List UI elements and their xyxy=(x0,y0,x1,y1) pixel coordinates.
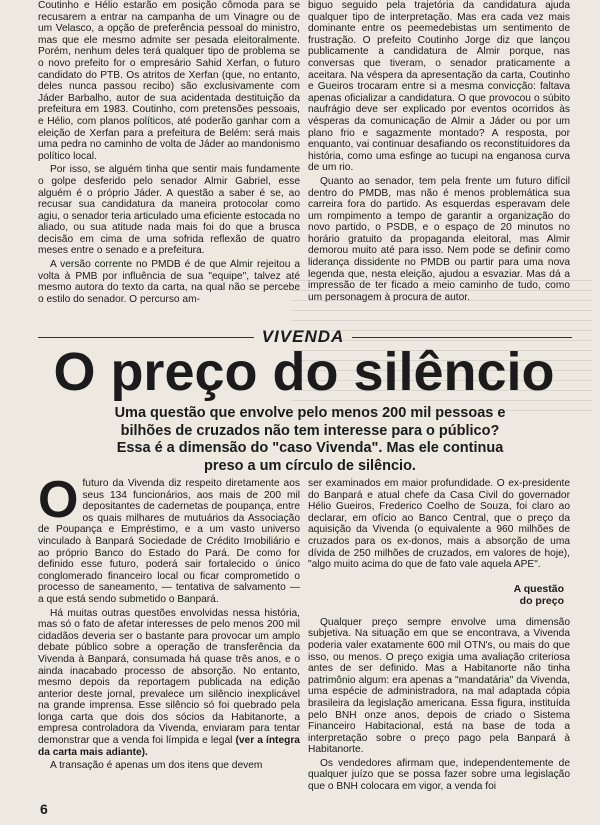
paragraph-text: futuro da Vivenda diz respeito diretamente aos seus 134 funcionários, aos mais de 200 mil depositantes de cadernetas de poupança, entre os quais milhares de mutuários da Associação de Poupança e Empréstimo, e a um vasto universo vinculado à Banpará Sociedade de Crédito Imobiliário e ao próprio Banco do Estado do Pará. De como for definido esse futuro, poderá sair fortalecido o único conglomerado financeiro local ou ficar comprometido o processo de saneamento, — tentativa de salvamento — a que está sendo submetido o Banpará. xyxy=(38,478,300,605)
paragraph: ser examinados em maior profundidade. O ex-presidente do Banpará e atual chefe da Casa Civil do governador Hélio Gueiros, Frederico Coelho de Souza, foi claro ao declarar, em ofício ao Banco Central, que o preço da aquisição da Vivenda (o equivalente a 960 milhões de cruzados para os ex-donos, mais a absorção de uma dívida de 250 milhões de cruzados, em valores de hoje), "algo muito acima do que de fato vale aquela APE". xyxy=(308,478,570,571)
article-column-bottom-right xyxy=(308,478,570,804)
paragraph xyxy=(38,478,300,606)
subheading xyxy=(308,583,564,607)
paragraph-bold-note: (ver a íntegra da carta mais adiante). xyxy=(38,735,300,758)
paragraph: Qualquer preço sempre envolve uma dimensão subjetiva. Na situação em que se encontrava, a Vivenda poderia valer exatamente 600 mil OTN's, ou mais do que isso, ou menos. O preço exigia uma avaliação criteriosa antes de ser definido. Mas a Habitanorte não tinha patrimônio algum: era apenas a "mandatária" da Vivenda, uma espécie de administradora, na mal adaptada cópia brasileira da legislação americana. Essa figura, instituída pelo BNH onze anos, depois de criado o Sistema Financeiro Habitacional, está na base de toda a interpretação sobre o preço pago pela Banpará à Habitanorte. xyxy=(308,616,570,756)
article-column-top-right xyxy=(308,0,570,326)
section-label: VIVENDA xyxy=(261,327,345,346)
paragraph: Por isso, se alguém tinha que sentir mais fundamente o golpe desferido pelo senador Almir Gabriel, esse alguém é o próprio Jáder. A questão a saber é se, ao recusar sua candidatura da maneira protocolar como agiu, o senador teria articulado uma eficiente estocada no aliado, ou sua atitude nada mais foi do que a brusca decisão em cima de uma sofrida reflexão de quatro meses entre o senado e a prefeitura. xyxy=(38,164,300,257)
article-column-top-left xyxy=(38,0,300,326)
paragraph: A versão corrente no PMDB é de que Almir rejeitou a volta à PMB por influência de sua "equipe", talvez até mesmo autora do texto da carta, na qual não se percebe o estilo do senador. O percurso am- xyxy=(38,259,300,305)
subheading-line: A questão xyxy=(513,582,564,595)
section-rule xyxy=(352,337,572,338)
paragraph: A transação é apenas um dos itens que devem xyxy=(50,760,263,772)
page-number: 6 xyxy=(40,801,48,817)
paragraph xyxy=(38,608,300,759)
subheading-line: do preço xyxy=(519,594,564,607)
drop-cap: O xyxy=(38,478,79,529)
paragraph: Quanto ao senador, tem pela frente um futuro difícil dentro do PMDB, mas não é menos problemática sua carreira fora do partido. As esquerdas esperavam dele um rompimento a tempo de garantir a organização do novo partido, o PSDB, e o espaço de 20 minutos no horário gratuito da propaganda eleitoral, mas Almir demorou muito até para isso. Nem pode se definir como liderança dissidente no PMDB ou partir para uma nova legenda que, nesta eleição, ajudou a esvaziar. Mas dá a impressão de ter ficado a meio caminho de tudo, como um personagem à procura de autor. xyxy=(308,175,570,303)
deck-subtitle: Uma questão que envolve pelo menos 200 mil pessoas e bilhões de cruzados não tem interesse para o público? Essa é a dimensão do "caso Vivenda". Mas ele continua preso a um círculo de silêncio. xyxy=(114,405,506,474)
section-rule xyxy=(38,337,254,338)
paragraph: Coutinho e Hélio estarão em posição cômoda para se recusarem a entrar na campanha de um Vinagre ou de um Velasco, a opção de preferência pessoal do ministro, mas que ele mesmo admite ser pesada eleitoralmente. Porém, nenhum deles terá qualquer tipo de problema se o novo prefeito for o empresário Sahid Xerfan, o futuro candidato do PTB. Os atritos de Xerfan (que, no entanto, deles nunca passou recibo) são exclusivamente com Jáder Barbalho, autor de sua acidentada destituição da prefeitura em 1983. Coutinho, com pretensões pessoais, e Hélio, com planos políticos, até poderão ganhar com a eleição de Xerfan para a prefeitura de Belém: será mais uma pedra no caminho de volta de Jáder ao mandonismo político local. xyxy=(38,0,300,162)
paragraph-text: Há muitas outras questões envolvidas nessa história, mas só o fato de afetar interesses de pelo menos 200 mil cidadãos deveria ser o bastante para provocar um amplo debate público sobre a operação de transferência da Vivenda à Banpará, consumada há quase três anos, e o ainda inacabado processo de absorção. No entanto, mesmo depois da reportagem publicada na edição anterior deste jornal, prevalece um silêncio inexplicável na grande imprensa. Esse silêncio só foi quebrado pela longa carta que dois dos sócios da Habitanorte, a empresa controladora da Vivenda, enviaram para tentar demonstrar que a venda foi límpida e legal xyxy=(38,607,300,747)
paragraph: biguo seguido pela trajetória da candidatura ajuda qualquer tipo de interpretação. Mas era cada vez mais dominante entre os peemedebistas um sentimento de frustração. O prefeito Coutinho Jorge diz que lançou publicamente a candidatura de Almir porque, nas conversas que tiveram, o senador praticamente a aceitara. Na véspera da apresentação da carta, Coutinho e Gueiros trocaram entre si a mesma convicção: faltava apenas oficializar a candidatura. O que provocou o súbito naufrágio deve ser explicado por eventos ocorridos às vésperas da comunicação de Almir a Jáder ou por um plano frio e sagazmente montado? A resposta, por enquanto, vai continuar desafiando os reconstituidores da história, como uma esfinge ao tucupi na enganosa curva de um rio. xyxy=(308,0,570,174)
paragraph: Os vendedores afirmam que, independentemente de qualquer juízo que se possa fazer sobre uma legislação que o BNH colocara em vigor, a venda foi xyxy=(308,757,570,793)
headline: O preço do silêncio xyxy=(53,342,555,402)
article-column-bottom-left xyxy=(38,478,300,804)
